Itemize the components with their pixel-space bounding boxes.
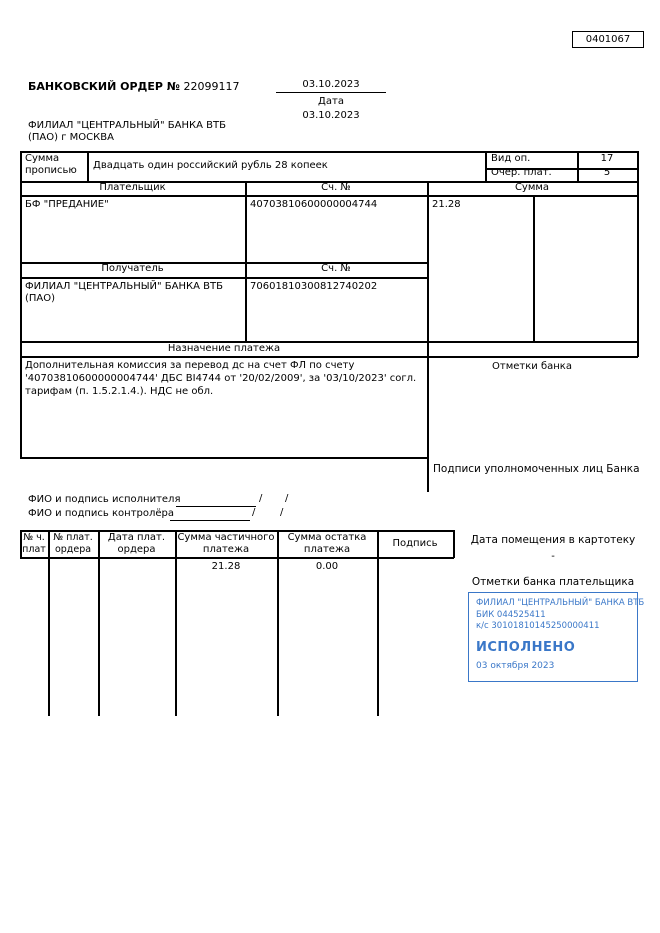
grid-line	[48, 530, 50, 716]
card-file-value: -	[551, 551, 555, 562]
grid-line	[20, 151, 638, 153]
slash-mark: /	[252, 507, 256, 518]
form-code-value: 0401067	[585, 34, 631, 45]
purpose-line2: '40703810600000004744' ДБС BI4744 от '20/02/2009', за '03/10/2023' согл.	[25, 373, 417, 384]
partial-col6-header: Подпись	[392, 538, 438, 549]
executor-signature-label: ФИО и подпись исполнителя	[28, 494, 181, 505]
partial-col2-header: ордера	[54, 544, 92, 555]
slash-mark: /	[285, 493, 289, 504]
grid-line	[20, 356, 638, 358]
stamp-corr-account: к/с 30101810145250000411	[476, 621, 600, 631]
date-value-top: 03.10.2023	[276, 79, 386, 93]
payer-header: Плательщик	[99, 182, 166, 193]
bank-marks-label: Отметки банка	[492, 361, 572, 372]
amount-words-label-line1: Сумма	[25, 153, 60, 164]
order-number: 22099117	[180, 80, 240, 93]
grid-line	[277, 530, 279, 716]
grid-line	[427, 181, 429, 492]
grid-line	[175, 530, 177, 716]
stamp-box	[468, 592, 645, 682]
payer-account: 40703810600000004744	[250, 199, 378, 210]
slash-mark: /	[259, 493, 263, 504]
payer-account-header: Сч. №	[321, 182, 351, 193]
grid-line	[20, 151, 22, 458]
amount-words-value: Двадцать один российский рубль 28 копеек	[93, 160, 328, 171]
grid-line	[98, 530, 100, 716]
controller-signature-label: ФИО и подпись контролёра	[28, 508, 175, 519]
grid-line	[20, 195, 638, 197]
partial-col1-header: плат	[22, 544, 46, 555]
payer-bank-marks-label: Отметки банка плательщика	[471, 576, 635, 588]
partial-sum-value: 21.28	[211, 561, 241, 572]
operation-type-label: Вид оп.	[491, 153, 531, 164]
document-title-label: БАНКОВСКИЙ ОРДЕР №	[28, 80, 180, 93]
stamp-bank-name: ФИЛИАЛ "ЦЕНТРАЛЬНЫЙ" БАНКА ВТБ	[476, 598, 645, 608]
partial-col5-header: платежа	[303, 544, 351, 555]
grid-line	[245, 181, 247, 342]
stamp-status: ИСПОЛНЕНО	[476, 639, 576, 655]
issuing-bank-line1: ФИЛИАЛ "ЦЕНТРАЛЬНЫЙ" БАНКА ВТБ	[28, 120, 226, 131]
partial-col4-header: платежа	[202, 544, 250, 555]
grid-line	[637, 151, 639, 357]
payee-account: 70601810300812740202	[250, 281, 378, 292]
partial-col2-header: № плат.	[53, 532, 93, 543]
document-title	[28, 80, 240, 93]
payer-name: БФ "ПРЕДАНИЕ"	[25, 199, 109, 210]
grid-line	[485, 151, 487, 182]
stamp-bik: БИК 044525411	[476, 609, 546, 620]
payment-priority-value: 5	[603, 167, 611, 178]
bank-signatures-label: Подписи уполномоченных лиц Банка	[433, 463, 640, 475]
partial-col3-header: Дата плат.	[107, 532, 166, 543]
grid-line	[533, 195, 535, 342]
grid-line	[20, 277, 428, 279]
date-label: Дата	[318, 96, 344, 107]
grid-line	[87, 151, 89, 182]
purpose-line3: тарифам (п. 1.5.2.1.4.). НДС не обл.	[25, 386, 214, 397]
purpose-header: Назначение платежа	[167, 343, 281, 354]
sum-header: Сумма	[514, 182, 550, 193]
partial-col4-header: Сумма частичного	[177, 532, 275, 543]
remainder-sum-value: 0.00	[315, 561, 339, 572]
grid-line	[377, 530, 379, 716]
issuing-bank-line2: (ПАО) г МОСКВА	[28, 132, 114, 143]
purpose-line1: Дополнительная комиссия за перевод дс на счет ФЛ по счету	[25, 360, 355, 371]
payee-account-header: Сч. №	[321, 263, 351, 274]
signature-line	[170, 520, 250, 521]
partial-col3-header: ордера	[117, 544, 156, 555]
grid-line	[453, 530, 455, 558]
amount-words-label-line2: прописью	[25, 165, 77, 176]
payee-header: Получатель	[101, 263, 164, 274]
slash-mark: /	[280, 507, 284, 518]
operation-type-value: 17	[600, 153, 614, 164]
stamp-date: 03 октября 2023	[476, 660, 555, 671]
form-code-box	[572, 31, 644, 48]
partial-col1-header: № ч.	[23, 532, 45, 543]
grid-line	[20, 557, 454, 559]
payee-name-line1: ФИЛИАЛ "ЦЕНТРАЛЬНЫЙ" БАНКА ВТБ	[25, 281, 223, 292]
payee-name-line2: (ПАО)	[25, 293, 56, 304]
date-value-bottom: 03.10.2023	[302, 110, 360, 121]
sum-value: 21.28	[432, 199, 461, 210]
payment-priority-label: Очер. плат.	[491, 167, 552, 178]
partial-col5-header: Сумма остатка	[287, 532, 367, 543]
grid-line	[20, 457, 428, 459]
card-file-label: Дата помещения в картотеку	[470, 534, 636, 546]
signature-line	[176, 506, 256, 507]
